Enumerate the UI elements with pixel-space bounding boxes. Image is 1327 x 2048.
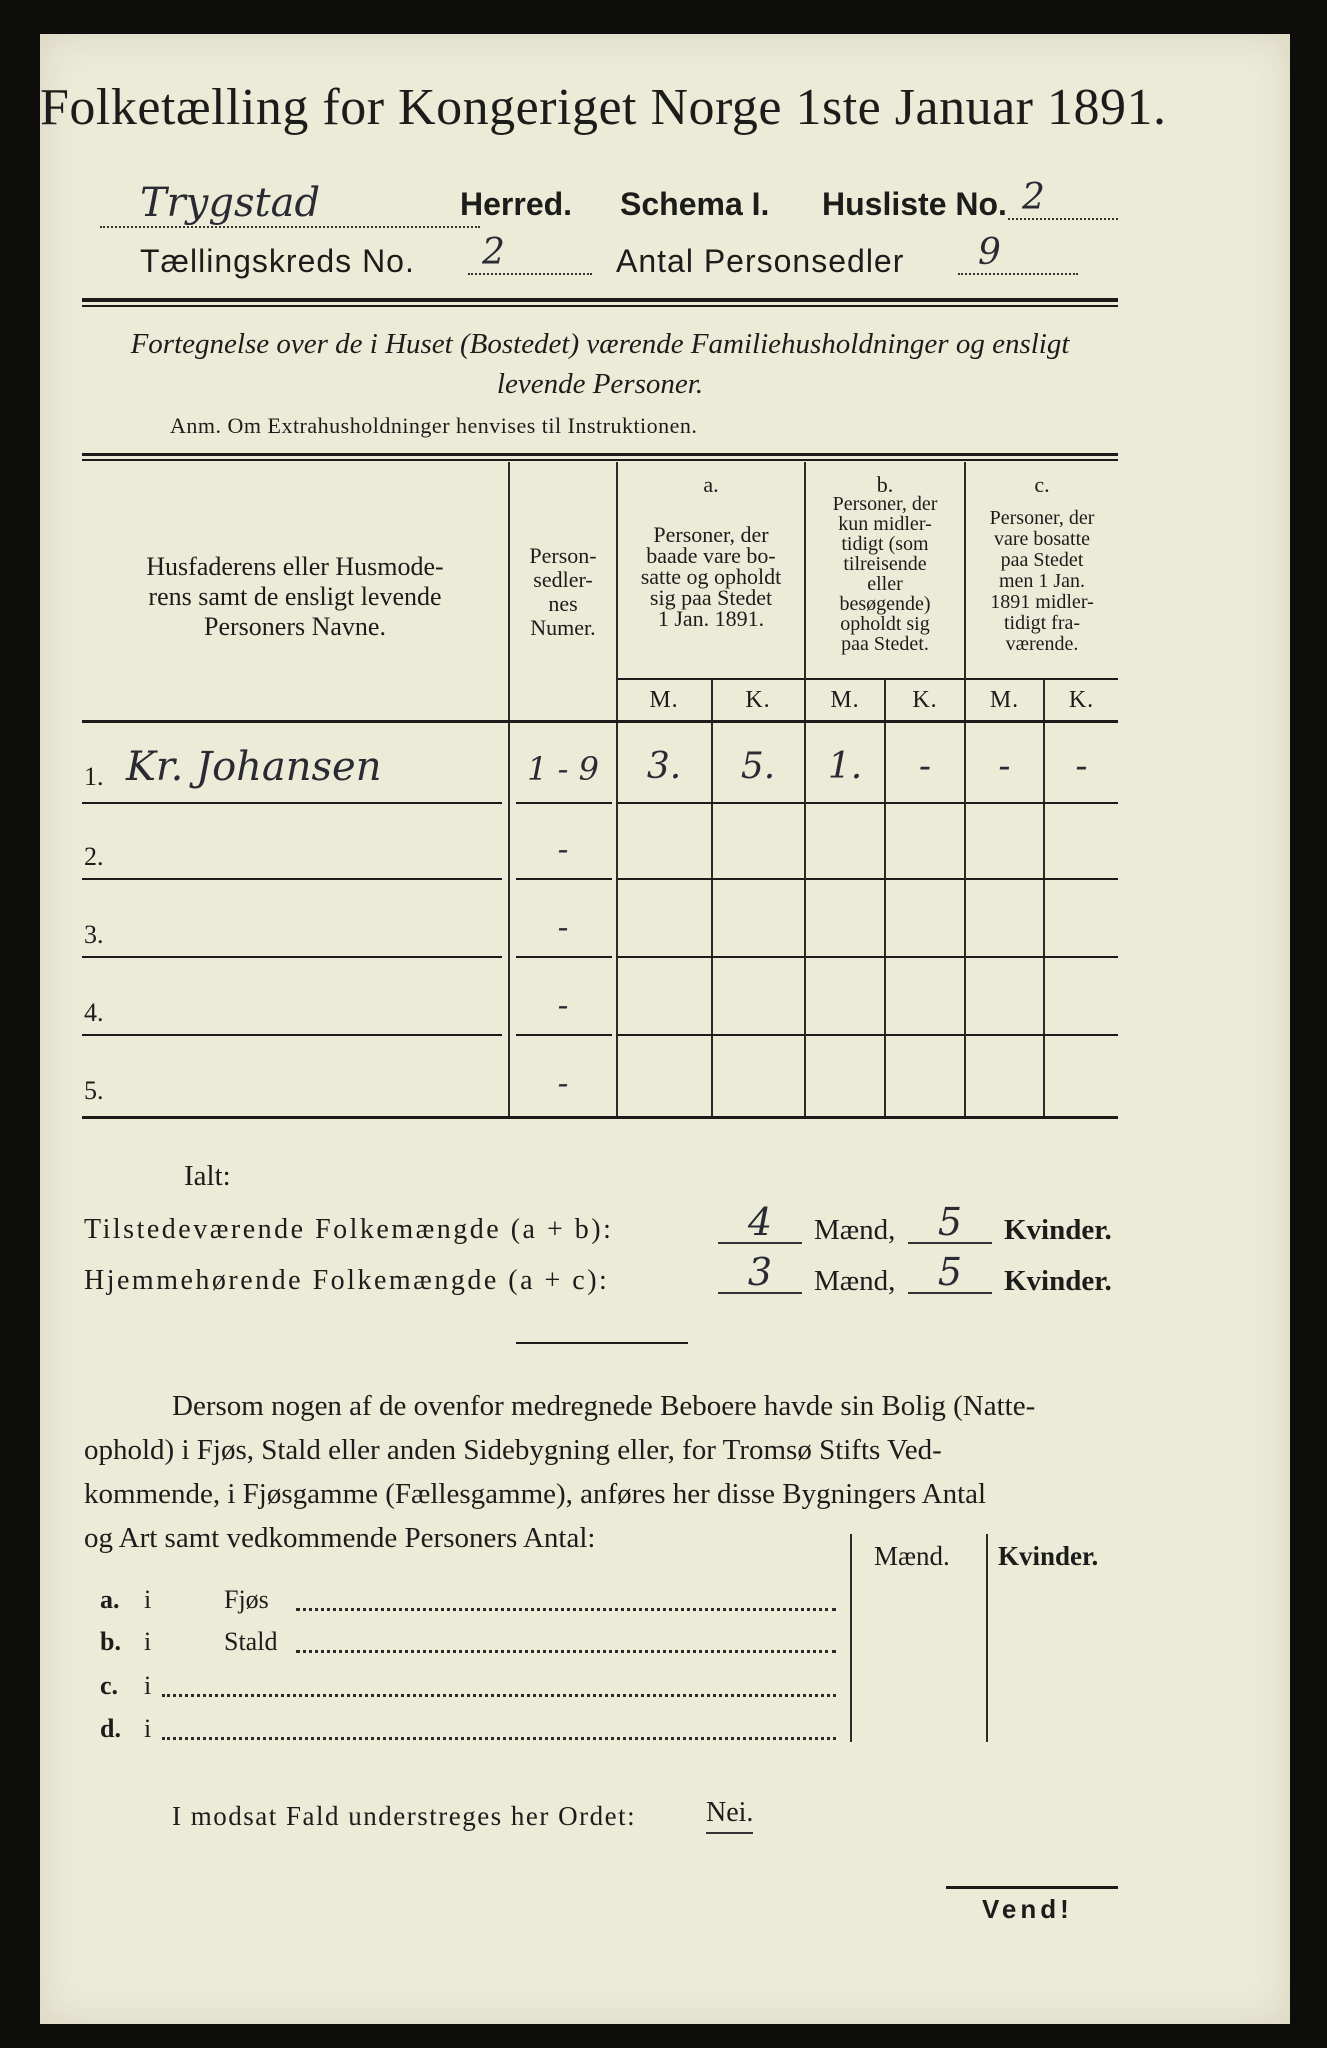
row-rule (82, 1034, 502, 1036)
row-count-cM: - (998, 746, 1011, 787)
table-rule-top-2 (82, 459, 1118, 461)
building-item-i: i (144, 1585, 152, 1614)
kreds-field (468, 232, 592, 275)
building-item-dotted-line (296, 1650, 836, 1653)
mk-c-k: K. (1068, 687, 1095, 713)
personsedler-value: 9 (958, 232, 1078, 275)
husliste-field (1008, 176, 1108, 220)
table-rule-bottom (82, 1116, 1118, 1119)
row-rule (82, 802, 502, 804)
subheader-rule-a (618, 678, 804, 680)
totals-line-1-kvinder: Kvinder. (1004, 1214, 1112, 1246)
row-count-bK: - (918, 746, 932, 787)
row-rule (966, 1034, 1118, 1036)
row-rule (806, 956, 964, 958)
row-rule (806, 1034, 964, 1036)
form-title: Folketælling for Kongeriget Norge 1ste Januar 1891. (40, 79, 1167, 136)
row-rule (516, 956, 612, 958)
anm-note: Anm. Om Extrahusholdninger henvises til Instruktionen. (170, 413, 698, 438)
building-item-letter: d. (100, 1714, 121, 1743)
row-personsedler-number: - (557, 986, 569, 1024)
kreds-value: 2 (468, 232, 592, 275)
building-paragraph: Dersom nogen af de ovenfor medregnede Beboere havde sin Bolig (Natte- ophold) i Fjøs, Stald eller anden Sidebygning eller, for Tromsø Stifts Ved- kommende, i Fjøsgamme (Fællesgamme), anføres her disse Bygningers Antal og Art samt vedkommende Personers Antal: (84, 1390, 1036, 1554)
row-rule (618, 1034, 804, 1036)
buildings-kvinder-header: Kvinder. (998, 1541, 1099, 1571)
row-rule (966, 878, 1118, 880)
nei-word: Nei. (706, 1794, 753, 1834)
schema-label: Schema I. (620, 186, 770, 222)
building-item-letter: b. (100, 1627, 121, 1656)
buildings-maend-header: Mænd. (874, 1541, 950, 1571)
row-number: 3. (84, 920, 104, 949)
vend-label: Vend! (982, 1894, 1073, 1924)
header-col-a: Personer, der baade vare bo- satte og opholdt sig paa Stedet 1 Jan. 1891. (640, 522, 782, 631)
header-num-col: Person- sedler- nes Numer. (529, 543, 597, 640)
kreds-label: Tællingskreds No. (140, 243, 415, 279)
row-rule (806, 878, 964, 880)
header-col-c-letter: c. (1034, 472, 1050, 497)
row-rule (516, 802, 612, 804)
row-number: 1. (84, 762, 104, 791)
header-col-b: Personer, der kun midler- tidigt (som tilreisende eller besøgende) opholdt sig paa Stedet. (832, 493, 938, 655)
row-rule (618, 802, 804, 804)
personsedler-field (958, 232, 1078, 275)
modsat-text: I modsat Fald understreges her Ordet: (172, 1801, 637, 1831)
header-name-col: Husfaderens eller Husmode- rens samt de ensligt levende Personers Navne. (146, 552, 444, 641)
building-item-i: i (144, 1627, 152, 1656)
personsedler-label: Antal Personsedler (616, 243, 905, 279)
row-rule (618, 878, 804, 880)
intro-line-1: Fortegnelse over de i Huset (Bostedet) værende Familiehusholdninger og ensligt (130, 328, 1070, 360)
row-count-bM: 1. (827, 746, 863, 787)
totals-line-2-label: Hjemmehørende Folkemængde (a + c): (84, 1265, 610, 1296)
subheader-rule-c (966, 678, 1118, 680)
row-rule (966, 802, 1118, 804)
husliste-value: 2 (1008, 177, 1118, 220)
mk-c-m: M. (989, 687, 1020, 713)
row-rule (806, 802, 964, 804)
row-count-aM: 3. (646, 746, 682, 787)
header-col-c: Personer, der vare bosatte paa Stedet men 1 Jan. 1891 midler- tidigt fra- værende. (989, 507, 1095, 655)
herred-field (100, 180, 440, 228)
row-rule (516, 1034, 612, 1036)
totals-line-1-women: 5 (908, 1202, 992, 1244)
row-personsedler-number: - (557, 908, 569, 946)
totals-line-2-women: 5 (908, 1252, 992, 1294)
totals-line-1-label: Tilstedeværende Folkemængde (a + b): (84, 1214, 614, 1245)
table-rule-top (82, 453, 1118, 456)
header-col-b-letter: b. (876, 472, 894, 497)
mk-b-m: M. (830, 687, 860, 713)
header-col-a-letter: a. (703, 472, 719, 497)
row-number: 5. (84, 1076, 104, 1105)
header-rule-bottom (82, 305, 1118, 307)
vend-rule (946, 1886, 1118, 1889)
totals-line-2-men: 3 (718, 1252, 802, 1294)
totals-line-2-maend: Mænd, (814, 1265, 896, 1297)
building-item-label: Stald (224, 1627, 278, 1656)
row-rule (618, 956, 804, 958)
totals-line-2-kvinder: Kvinder. (1004, 1265, 1112, 1297)
mk-a-m: M. (649, 687, 679, 713)
herred-label: Herred. (460, 186, 573, 222)
mk-a-k: K. (745, 687, 771, 713)
building-item-letter: c. (100, 1671, 119, 1700)
building-item-dotted-line (162, 1737, 836, 1740)
row-number: 2. (84, 842, 104, 871)
husliste-label: Husliste No. (822, 186, 1007, 222)
row-personsedler-number: 1 - 9 (527, 750, 599, 788)
row-personsedler-number: - (557, 1064, 569, 1102)
building-item-label: Fjøs (224, 1585, 269, 1614)
buildings-divider-2 (986, 1534, 988, 1742)
row-count-aK: 5. (740, 746, 776, 787)
row-rule (966, 956, 1118, 958)
intro-line-2: levende Personer. (496, 368, 704, 400)
building-item-i: i (144, 1714, 152, 1743)
row-rule (82, 878, 502, 880)
row-name: Kr. Johansen (126, 744, 382, 790)
totals-line-1-maend: Mænd, (814, 1214, 896, 1246)
row-rule (82, 956, 502, 958)
building-item-dotted-line (296, 1608, 836, 1611)
building-item-letter: a. (100, 1585, 120, 1614)
ialt-label: Ialt: (184, 1160, 231, 1192)
building-item-dotted-line (162, 1694, 836, 1697)
row-rule (516, 878, 612, 880)
mk-b-k: K. (912, 687, 938, 713)
row-count-cK: - (1075, 746, 1088, 787)
header-rule-top (82, 298, 1118, 302)
herred-value: Trygstad (100, 180, 480, 228)
totals-line-1-men: 4 (718, 1202, 802, 1244)
building-item-i: i (144, 1671, 152, 1700)
separator-rule (516, 1342, 688, 1344)
subheader-rule-b (806, 678, 964, 680)
buildings-divider-1 (850, 1534, 852, 1742)
row-personsedler-number: - (557, 830, 569, 868)
row-number: 4. (84, 998, 104, 1027)
table-header-rule (82, 720, 1118, 723)
